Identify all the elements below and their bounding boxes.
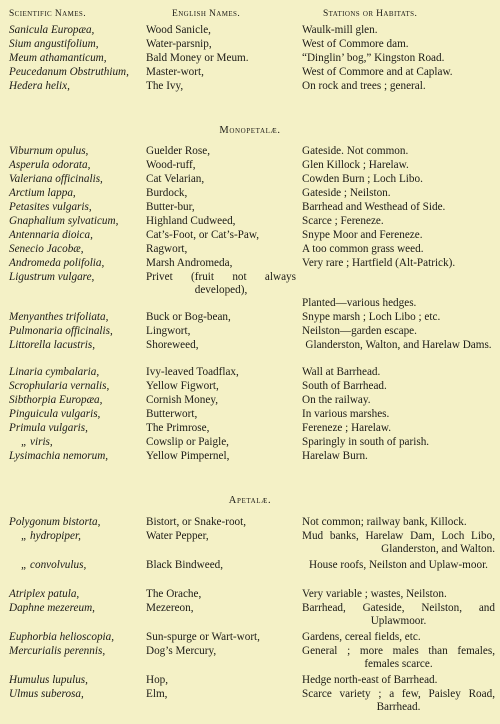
habitat: Waulk-mill glen. — [302, 24, 378, 36]
english-name: Ivy-leaved Toadflax, — [146, 366, 239, 378]
habitat: Gateside. Not common. — [302, 145, 409, 157]
scientific-name: „ viris, — [21, 436, 53, 448]
section-title-monopetalae: Monopetalæ. — [219, 125, 281, 136]
habitat: “Dinglin’ bog,” Kingston Road. — [302, 52, 445, 64]
english-name: Ragwort, — [146, 243, 188, 255]
habitat: Cowden Burn ; Loch Libo. — [302, 173, 423, 185]
scientific-name: Pulmonaria officinalis, — [9, 325, 113, 337]
scientific-name: Meum athamanticum, — [9, 52, 107, 64]
habitat: Snype marsh ; Loch Libo ; etc. — [302, 311, 441, 323]
scientific-name: Peucedanum Obstruthium, — [9, 66, 129, 78]
english-name: Butter-bur, — [146, 201, 195, 213]
habitat: Scarce variety ; a few, Paisley Road, Barrhead. — [302, 688, 495, 713]
english-name: Elm, — [146, 688, 168, 700]
scientific-name: Ligustrum vulgare, — [9, 271, 95, 283]
scientific-name: Arctium lappa, — [9, 187, 76, 199]
scientific-name: Sanicula Europæa, — [9, 24, 95, 36]
english-name: The Orache, — [146, 588, 202, 600]
scientific-name: „ hydropiper, — [21, 530, 81, 542]
header-scientific-names: Scientific Names. — [9, 9, 86, 19]
english-name: Dog’s Mercury, — [146, 645, 217, 657]
english-name: Hop, — [146, 674, 169, 686]
english-name: Bistort, or Snake-root, — [146, 516, 247, 528]
habitat: General ; more males than females, females scarce. — [302, 645, 495, 670]
english-name: The Ivy, — [146, 80, 184, 92]
english-name: Cowslip or Paigle, — [146, 436, 229, 448]
scientific-name: Polygonum bistorta, — [9, 516, 101, 528]
habitat: South of Barrhead. — [302, 380, 387, 392]
english-name: Burdock, — [146, 187, 188, 199]
habitat: Snype Moor and Fereneze. — [302, 229, 423, 241]
habitat: Hedge north-east of Barrhead. — [302, 674, 438, 686]
habitat: Very variable ; wastes, Neilston. — [302, 588, 447, 600]
habitat: House roofs, Neilston and Uplaw-moor. — [309, 559, 488, 571]
english-name: Privet (fruit not always developed), — [146, 271, 296, 296]
habitat: Wall at Barrhead. — [302, 366, 381, 378]
habitat: West of Commore and at Caplaw. — [302, 66, 453, 78]
scientific-name: Menyanthes trifoliata, — [9, 311, 109, 323]
scientific-name: Mercurialis perennis, — [9, 645, 106, 657]
english-name: Master-wort, — [146, 66, 204, 78]
scientific-name: Euphorbia helioscopia, — [9, 631, 115, 643]
scientific-name: Hedera helix, — [9, 80, 70, 92]
english-name: Buck or Bog-bean, — [146, 311, 231, 323]
header-stations-habitats: Stations or Habitats. — [323, 9, 418, 19]
scientific-name: Scrophularia vernalis, — [9, 380, 110, 392]
scientific-name: „ convolvulus, — [21, 559, 87, 571]
scientific-name: Daphne mezereum, — [9, 602, 95, 614]
scientific-name: Asperula odorata, — [9, 159, 91, 171]
header-english-names: English Names. — [172, 9, 241, 19]
scientific-name: Viburnum opulus, — [9, 145, 89, 157]
english-name: Marsh Andromeda, — [146, 257, 233, 269]
habitat: On rock and trees ; general. — [302, 80, 426, 92]
scientific-name: Petasites vulgaris, — [9, 201, 92, 213]
english-name: Cat’s-Foot, or Cat’s-Paw, — [146, 229, 260, 241]
scientific-name: Littorella lacustris, — [9, 339, 95, 351]
english-name: Wood-ruff, — [146, 159, 196, 171]
habitat: Gateside ; Neilston. — [302, 187, 391, 199]
english-name: Water Pepper, — [146, 530, 209, 542]
english-name: Cornish Money, — [146, 394, 218, 406]
habitat: Not common; railway bank, Killock. — [302, 516, 467, 528]
habitat: Barrhead and Westhead of Side. — [302, 201, 446, 213]
habitat: Gardens, cereal fields, etc. — [302, 631, 421, 643]
scientific-name: Pinguicula vulgaris, — [9, 408, 101, 420]
english-name: The Primrose, — [146, 422, 210, 434]
section-title-apetalae: Apetalæ. — [228, 495, 272, 506]
english-name: Guelder Rose, — [146, 145, 211, 157]
scientific-name: Primula vulgaris, — [9, 422, 88, 434]
habitat: Neilston—garden escape. — [302, 325, 417, 337]
habitat: Scarce ; Fereneze. — [302, 215, 384, 227]
scientific-name: Antennaria dioica, — [9, 229, 93, 241]
habitat: Glen Killock ; Harelaw. — [302, 159, 409, 171]
english-name: Cat Velarian, — [146, 173, 205, 185]
habitat: A too common grass weed. — [302, 243, 424, 255]
english-name: Mezereon, — [146, 602, 194, 614]
english-name: Yellow Figwort, — [146, 380, 219, 392]
english-name: Yellow Pimpernel, — [146, 450, 230, 462]
english-name: Shoreweed, — [146, 339, 199, 351]
habitat: Sparingly in south of parish. — [302, 436, 430, 448]
habitat: Very rare ; Hartfield (Alt-Patrick). — [302, 257, 456, 269]
habitat: Planted—various hedges. — [302, 297, 417, 309]
scientific-name: Senecio Jacobæ, — [9, 243, 84, 255]
english-name: Butterwort, — [146, 408, 198, 420]
english-name: Water-parsnip, — [146, 38, 212, 50]
english-name: Black Bindweed, — [146, 559, 224, 571]
habitat: On the railway. — [302, 394, 371, 406]
english-name: Wood Sanicle, — [146, 24, 211, 36]
habitat: Harelaw Burn. — [302, 450, 368, 462]
scientific-name: Ulmus suberosa, — [9, 688, 84, 700]
english-name: Lingwort, — [146, 325, 191, 337]
habitat: West of Commore dam. — [302, 38, 409, 50]
scientific-name: Sium angustifolium, — [9, 38, 99, 50]
scientific-name: Atriplex patula, — [9, 588, 80, 600]
scientific-name: Lysimachia nemorum, — [9, 450, 109, 462]
scientific-name: Gnaphalium sylvaticum, — [9, 215, 119, 227]
english-name: Highland Cudweed, — [146, 215, 236, 227]
scientific-name: Sibthorpia Europæa, — [9, 394, 103, 406]
scientific-name: Linaria cymbalaria, — [9, 366, 100, 378]
habitat: Glanderston, Walton, and Harelaw Dams. — [305, 339, 492, 351]
habitat: Barrhead, Gateside, Neilston, and Uplawmoor. — [302, 602, 495, 627]
english-name: Bald Money or Meum. — [146, 52, 249, 64]
scientific-name: Valeriana officinalis, — [9, 173, 103, 185]
scientific-name: Humulus lupulus, — [9, 674, 88, 686]
habitat: Mud banks, Harelaw Dam, Loch Libo, Glanderston, and Walton. — [302, 530, 495, 555]
scientific-name: Andromeda polifolia, — [9, 257, 105, 269]
english-name: Sun-spurge or Wart-wort, — [146, 631, 260, 643]
habitat: Fereneze ; Harelaw. — [302, 422, 392, 434]
habitat: In various marshes. — [302, 408, 390, 420]
